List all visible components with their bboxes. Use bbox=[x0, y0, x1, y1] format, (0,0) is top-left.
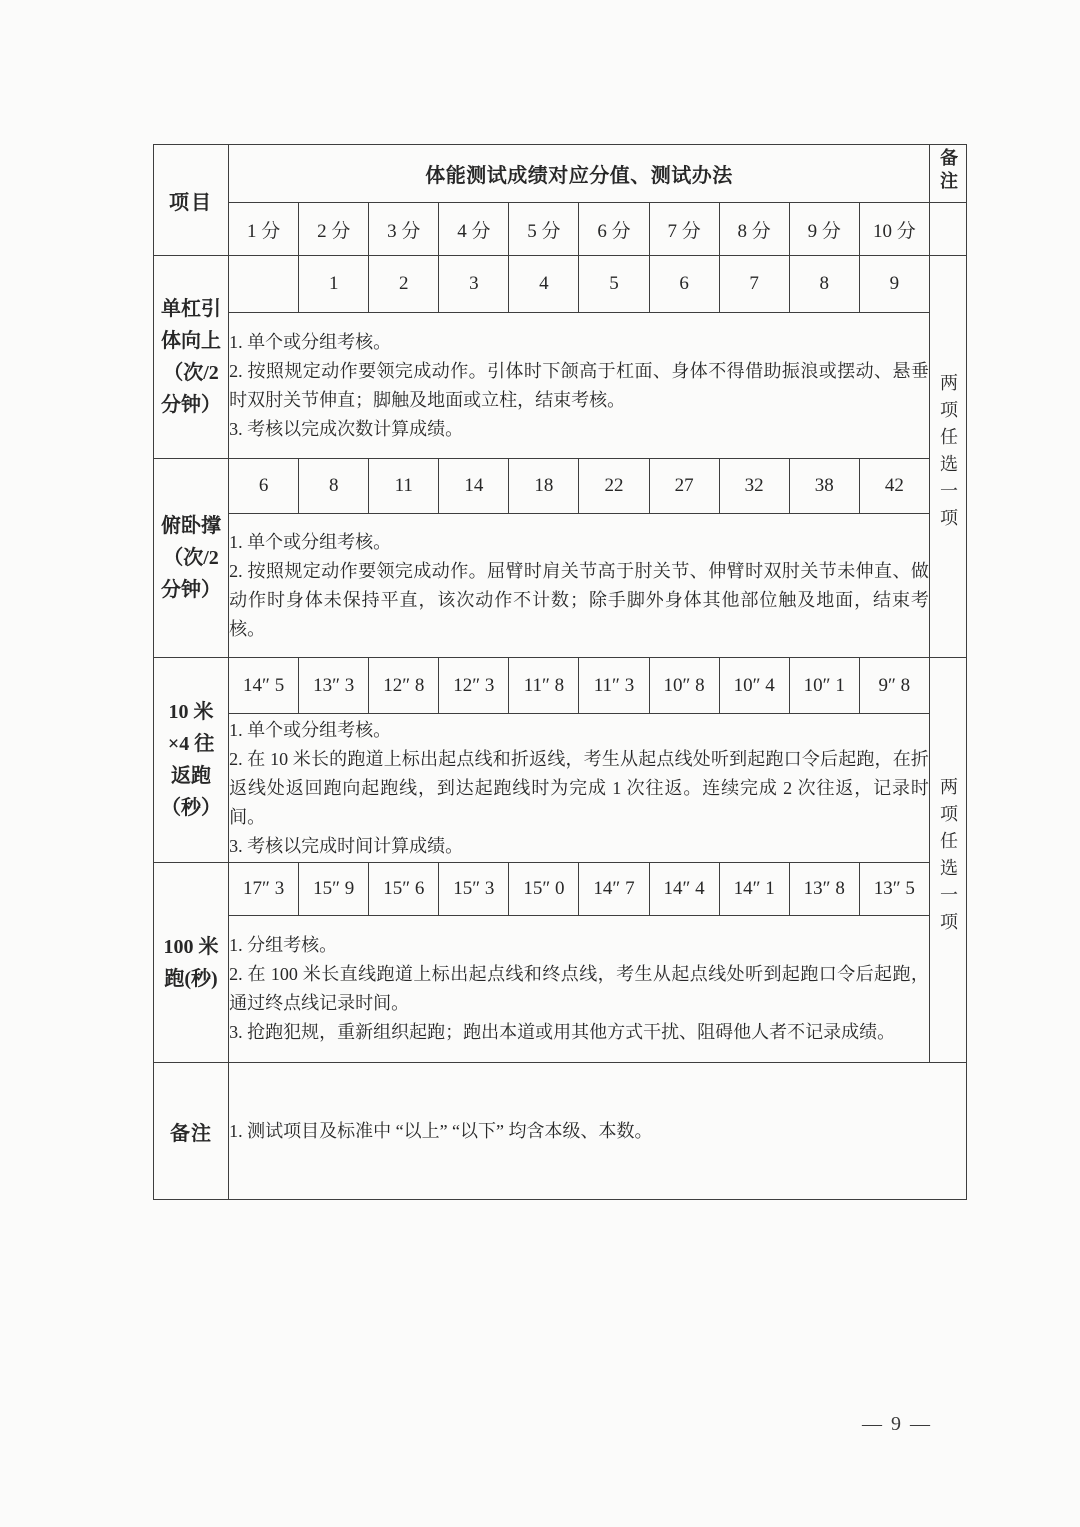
fitness-test-table bbox=[153, 144, 967, 1200]
value-cell: 7 bbox=[719, 256, 789, 313]
method-item: 1. 分组考核。 bbox=[229, 935, 338, 955]
value-cell: 15″ 6 bbox=[369, 863, 439, 916]
value-cell: 17″ 3 bbox=[229, 863, 299, 916]
remark-span-choose-one-2 bbox=[929, 658, 966, 1063]
value-cell: 14″ 1 bbox=[719, 863, 789, 916]
value-cell: 13″ 3 bbox=[299, 658, 369, 714]
remark-header-text: 备注 bbox=[937, 148, 958, 194]
remark-span-text: 两项任选一项 bbox=[937, 373, 958, 535]
remark-span-choose-one-1 bbox=[929, 256, 966, 658]
row-label-line: 分钟） bbox=[161, 579, 222, 601]
method-item: 3. 考核以完成时间计算成绩。 bbox=[229, 835, 464, 856]
value-cell: 11 bbox=[369, 459, 439, 514]
value-cell: 12″ 3 bbox=[439, 658, 509, 714]
value-cell: 5 bbox=[579, 256, 649, 313]
value-cell: 10″ 1 bbox=[789, 658, 859, 714]
method-item: 1. 单个或分组考核。 bbox=[229, 531, 392, 552]
score-header-5: 5 分 bbox=[509, 203, 579, 256]
note-row-text-cell bbox=[229, 1063, 967, 1200]
value-cell: 1 bbox=[299, 256, 369, 313]
row-label-line: 体向上 bbox=[161, 330, 222, 352]
item-column-header: 项目 bbox=[154, 145, 229, 256]
value-cell: 10″ 8 bbox=[649, 658, 719, 714]
score-header-6: 6 分 bbox=[579, 203, 649, 256]
pullups-values-row bbox=[154, 256, 967, 313]
remark-header-empty-cell bbox=[929, 203, 966, 256]
pushups-values-row bbox=[154, 459, 967, 514]
value-cell: 10″ 4 bbox=[719, 658, 789, 714]
row-label-pushups bbox=[154, 459, 229, 658]
value-cell: 27 bbox=[649, 459, 719, 514]
value-cell: 6 bbox=[649, 256, 719, 313]
value-cell: 15″ 9 bbox=[299, 863, 369, 916]
value-cell: 13″ 5 bbox=[859, 863, 929, 916]
row-label-line: （次/2 bbox=[163, 362, 219, 384]
value-cell: 38 bbox=[789, 459, 859, 514]
method-item: 1. 单个或分组考核。 bbox=[229, 719, 392, 740]
value-cell: 14″ 5 bbox=[229, 658, 299, 714]
value-cell: 11″ 3 bbox=[579, 658, 649, 714]
shuttle-run-values-row bbox=[154, 658, 967, 714]
remark-column-header bbox=[929, 145, 966, 203]
value-cell: 11″ 8 bbox=[509, 658, 579, 714]
value-cell: 15″ 3 bbox=[439, 863, 509, 916]
value-cell: 42 bbox=[859, 459, 929, 514]
row-label-line: 100 米 bbox=[163, 935, 219, 958]
method-item: 1. 单个或分组考核。 bbox=[229, 331, 392, 352]
value-cell: 14″ 7 bbox=[579, 863, 649, 916]
row-label-line: 跑(秒) bbox=[164, 967, 218, 990]
method-pushups bbox=[229, 514, 930, 658]
value-cell: 8 bbox=[299, 459, 369, 514]
method-item: 2. 按照规定动作要领完成动作。引体时下颌高于杠面、身体不得借助振浪或摆动、悬垂时双肘关节伸直；脚触及地面或立柱，结束考核。 bbox=[229, 360, 929, 410]
value-cell: 4 bbox=[509, 256, 579, 313]
method-shuttle-run bbox=[229, 714, 930, 863]
method-item: 2. 在 100 米长直线跑道上标出起点线和终点线，考生从起点线处听到起跑口令后起跑，通过终点线记录时间。 bbox=[229, 964, 929, 1013]
value-cell bbox=[229, 256, 299, 313]
row-label-line: 单杠引 bbox=[161, 298, 222, 320]
row-label-line: ×4 往 bbox=[167, 733, 215, 755]
sprint-values-row bbox=[154, 863, 967, 916]
value-cell: 9″ 8 bbox=[859, 658, 929, 714]
score-header-4: 4 分 bbox=[439, 203, 509, 256]
method-item: 3. 考核以完成次数计算成绩。 bbox=[229, 418, 464, 439]
score-header-row bbox=[154, 203, 967, 256]
method-100m-run bbox=[229, 916, 930, 1063]
score-header-8: 8 分 bbox=[719, 203, 789, 256]
score-header-7: 7 分 bbox=[649, 203, 719, 256]
note-row-label: 备注 bbox=[154, 1063, 229, 1200]
value-cell: 9 bbox=[859, 256, 929, 313]
row-label-pullups bbox=[154, 256, 229, 459]
row-label-line: （秒） bbox=[161, 797, 222, 819]
value-cell: 12″ 8 bbox=[369, 658, 439, 714]
value-cell: 22 bbox=[579, 459, 649, 514]
row-label-100m-run bbox=[154, 863, 229, 1063]
value-cell: 6 bbox=[229, 459, 299, 514]
row-label-shuttle-run bbox=[154, 658, 229, 863]
value-cell: 18 bbox=[509, 459, 579, 514]
table-title: 体能测试成绩对应分值、测试办法 bbox=[229, 145, 930, 203]
remark-span-text: 两项任选一项 bbox=[937, 776, 958, 939]
score-header-1: 1 分 bbox=[229, 203, 299, 256]
score-header-3: 3 分 bbox=[369, 203, 439, 256]
method-item: 3. 抢跑犯规，重新组织起跑；跑出本道或用其他方式干扰、阻碍他人者不记录成绩。 bbox=[229, 1022, 896, 1042]
value-cell: 14″ 4 bbox=[649, 863, 719, 916]
page-number: — 9 — bbox=[862, 1413, 932, 1435]
row-label-line: 俯卧撑 bbox=[161, 515, 222, 537]
row-label-line: 返跑 bbox=[171, 765, 212, 787]
method-item: 2. 按照规定动作要领完成动作。屈臂时肩关节高于肘关节、伸臂时双肘关节未伸直、做动作时身体未保持平直，该次动作不计数；除手脚外身体其他部位触及地面，结束考核。 bbox=[229, 560, 929, 639]
score-header-9: 9 分 bbox=[789, 203, 859, 256]
value-cell: 8 bbox=[789, 256, 859, 313]
value-cell: 13″ 8 bbox=[789, 863, 859, 916]
value-cell: 32 bbox=[719, 459, 789, 514]
row-label-line: （次/2 bbox=[163, 547, 219, 569]
value-cell: 15″ 0 bbox=[509, 863, 579, 916]
score-header-2: 2 分 bbox=[299, 203, 369, 256]
method-item: 2. 在 10 米长的跑道上标出起点线和折返线，考生从起点线处听到起跑口令后起跑，在折返线处返回跑向起跑线，到达起跑线时为完成 1 次往返。连续完成 2 次往返，记录时间。 bbox=[229, 748, 929, 827]
method-pullups bbox=[229, 313, 930, 459]
value-cell: 3 bbox=[439, 256, 509, 313]
row-label-line: 分钟） bbox=[161, 394, 222, 416]
note-row-text: 1. 测试项目及标准中 “以上” “以下” 均含本级、本数。 bbox=[229, 1120, 653, 1141]
row-label-line: 10 米 bbox=[168, 701, 214, 723]
value-cell: 2 bbox=[369, 256, 439, 313]
value-cell: 14 bbox=[439, 459, 509, 514]
score-header-10: 10 分 bbox=[859, 203, 929, 256]
